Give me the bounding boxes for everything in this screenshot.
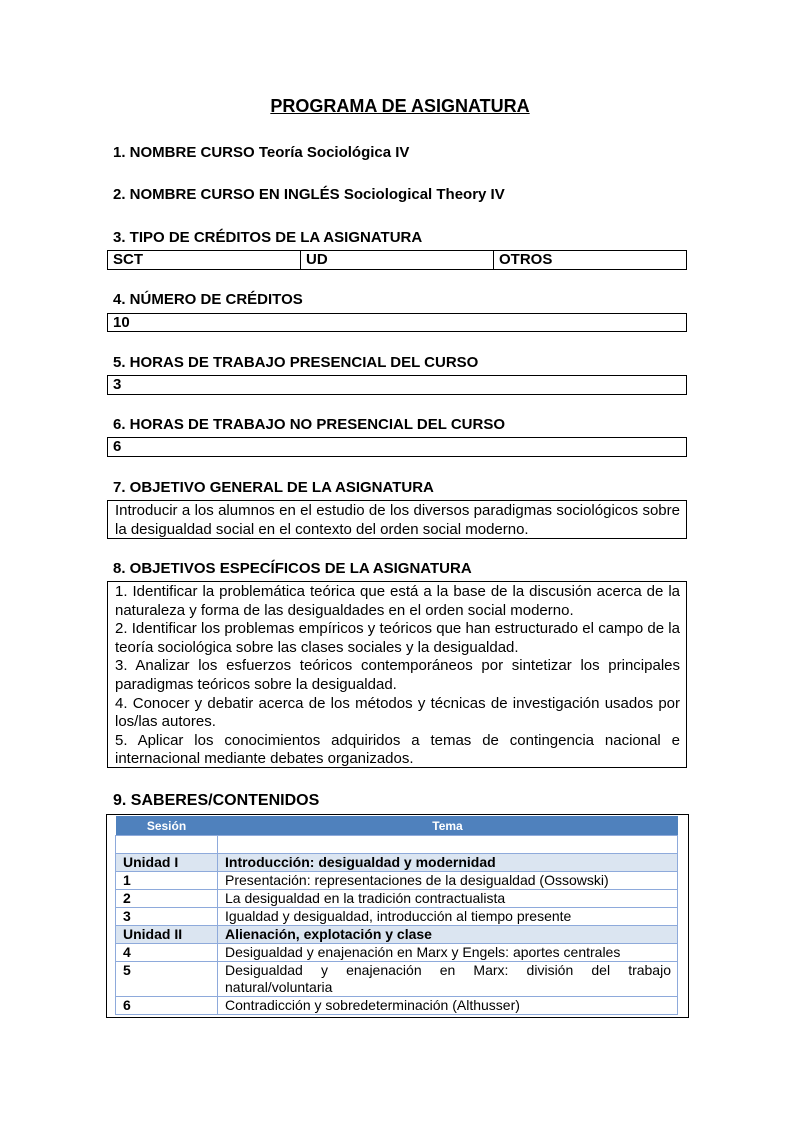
non-presential-hours-heading: 6. HORAS DE TRABAJO NO PRESENCIAL DEL CURSO — [113, 416, 505, 433]
session-cell: 6 — [116, 997, 218, 1015]
session-cell: 5 — [116, 962, 218, 997]
table-row — [116, 962, 678, 997]
topic-cell: Desigualdad y enajenación en Marx y Engels: aportes centrales — [218, 944, 678, 962]
credit-type-ud: UD — [301, 251, 494, 269]
topic-cell: Alienación, explotación y clase — [218, 926, 678, 944]
objective-item: 1. Identificar la problemática teórica que está a la base de la discusión acerca de la naturaleza y forma de las desigualdades en el orden social moderno. — [115, 583, 680, 619]
specific-objectives-heading: 8. OBJETIVOS ESPECÍFICOS DE LA ASIGNATURA — [113, 560, 472, 577]
topic-cell: Introducción: desigualdad y modernidad — [218, 854, 678, 872]
credit-type-sct: SCT — [108, 251, 301, 269]
session-cell: 3 — [116, 908, 218, 926]
table-row — [116, 872, 678, 890]
contents-heading: 9. SABERES/CONTENIDOS — [113, 792, 320, 809]
general-objective-heading: 7. OBJETIVO GENERAL DE LA ASIGNATURA — [113, 479, 434, 496]
unit-row — [116, 854, 678, 872]
credit-type-heading: 3. TIPO DE CRÉDITOS DE LA ASIGNATURA — [113, 229, 423, 246]
table-row — [116, 997, 678, 1015]
credit-type-otros: OTROS — [499, 251, 553, 268]
session-cell: 1 — [116, 872, 218, 890]
topic-cell: La desigualdad en la tradición contractualista — [218, 890, 678, 908]
contents-table-frame — [106, 814, 689, 1018]
presential-hours-box — [107, 375, 687, 395]
non-presential-hours-box — [107, 437, 687, 457]
general-objective-box — [107, 500, 687, 539]
objective-item: 3. Analizar los esfuerzos teóricos contemporáneos por sintetizar los principales paradigmas teóricos sobre la desigualdad. — [115, 657, 680, 693]
unit-row — [116, 926, 678, 944]
topic-cell: Presentación: representaciones de la desigualdad (Ossowski) — [218, 872, 678, 890]
session-cell: Unidad I — [116, 854, 218, 872]
header-session: Sesión — [116, 816, 218, 836]
credit-type-table — [107, 250, 687, 270]
objective-item: 5. Aplicar los conocimientos adquiridos a temas de contingencia nacional e internacional mediante debates organizados. — [115, 731, 680, 768]
credits-box — [107, 313, 687, 332]
credits-value: 10 — [113, 314, 130, 331]
session-cell: Unidad II — [116, 926, 218, 944]
topic-cell — [218, 836, 678, 854]
header-topic: Tema — [218, 816, 678, 836]
table-row — [116, 944, 678, 962]
general-objective-text: Introducir a los alumnos en el estudio de los diversos paradigmas sociológicos sobre la desigualdad social en el contexto del orden social moderno. — [115, 502, 680, 538]
non-presential-hours-value: 6 — [113, 438, 122, 455]
topic-cell: Contradicción y sobredeterminación (Althusser) — [218, 997, 678, 1015]
course-name-english: 2. NOMBRE CURSO EN INGLÉS Sociological Theory IV — [113, 186, 505, 203]
topic-cell: Igualdad y desigualdad, introducción al tiempo presente — [218, 908, 678, 926]
table-row — [116, 836, 678, 854]
session-cell: 2 — [116, 890, 218, 908]
session-cell: 4 — [116, 944, 218, 962]
presential-hours-value: 3 — [113, 376, 122, 393]
presential-hours-heading: 5. HORAS DE TRABAJO PRESENCIAL DEL CURSO — [113, 354, 479, 371]
table-row — [116, 890, 678, 908]
contents-table — [115, 816, 678, 1015]
course-name: 1. NOMBRE CURSO Teoría Sociológica IV — [113, 144, 410, 161]
objective-item: 4. Conocer y debatir acerca de los métodos y técnicas de investigación usados por los/las autores. — [115, 694, 680, 731]
table-row — [116, 908, 678, 926]
topic-cell: Desigualdad y enajenación en Marx: división del trabajo natural/voluntaria — [218, 962, 678, 997]
objective-item: 2. Identificar los problemas empíricos y teóricos que han estructurado el campo de la teoría sociológica sobre las clases sociales y la desigualdad. — [115, 620, 680, 656]
credits-heading: 4. NÚMERO DE CRÉDITOS — [113, 291, 303, 308]
page-title: PROGRAMA DE ASIGNATURA — [270, 96, 530, 116]
specific-objectives-box — [107, 581, 687, 768]
session-cell — [116, 836, 218, 854]
